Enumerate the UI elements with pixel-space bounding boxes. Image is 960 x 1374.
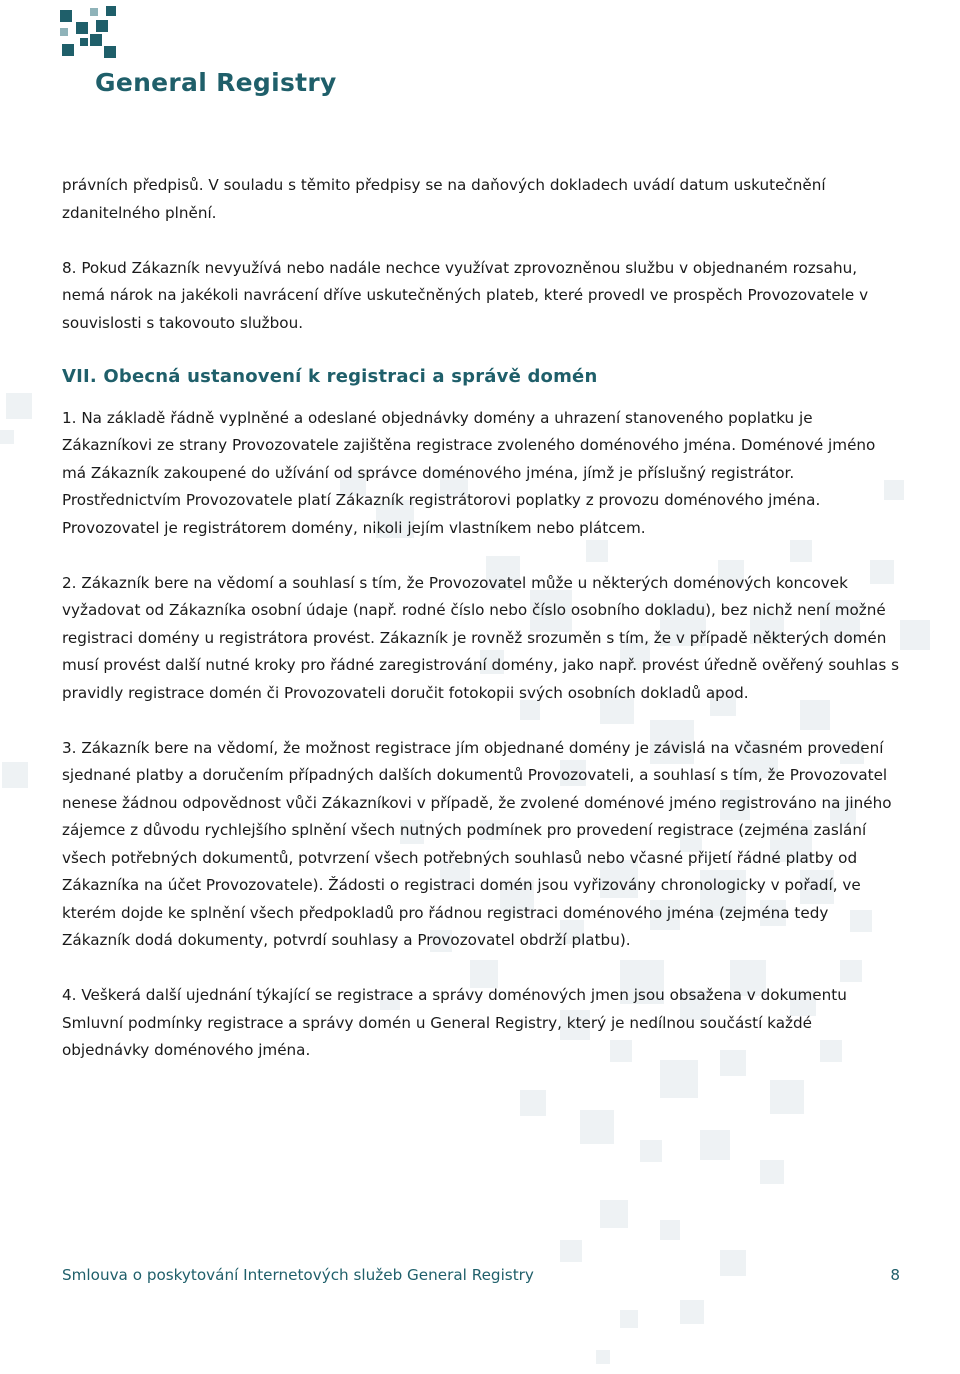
page-footer <box>62 1266 900 1284</box>
gr-logo-mark-icon <box>60 4 124 60</box>
section-heading: VII. Obecná ustanovení k registraci a správě domén <box>62 366 598 387</box>
general-registry-logo <box>60 4 360 104</box>
paragraph-section-4: 4. Veškerá další ujednání týkající se registrace a správy doménových jmen jsou obsažena v dokumentu Smluvní podmínky registrace a správy domén u General Registry, který je nedílnou součástí každé objednávky doménového jména. <box>62 986 847 1059</box>
paragraph-section-1: 1. Na základě řádně vyplněné a odeslané objednávky domény a uhrazení stanoveného poplatku je Zákazníkovi ze strany Provozovatele zajištěna registrace zvoleného doménového jména. Doménové jméno má Zákazník zakoupené do užívání od správce doménového jména, jímž je příslušný registrátor. Prostřednictvím Provozovatele platí Zákazník registrátorovi poplatky z provozu doménového jména. Provozovatel je registrátorem domény, nikoli jejím vlastníkem nebo plátcem. <box>62 408 876 537</box>
page-number: 8 <box>890 1266 900 1284</box>
logo-wordmark: General Registry <box>95 68 337 97</box>
paragraph-section-2: 2. Zákazník bere na vědomí a souhlasí s tím, že Provozovatel může u některých doménových koncovek vyžadovat od Zákazníka osobní údaje (např. rodné číslo nebo číslo osobního dokladu), bez nichž není možné registraci domény u registrátora provést. Zákazník je rovněž srozuměn s tím, že v případě některých domén musí provést další nutné kroky pro řádné zaregistrování domény, jako např. provést úředně ověřený souhlas s pravidly registrace domén či Provozovateli doručit fotokopii svých osobních dokladů apod. <box>62 573 899 702</box>
continuation-paragraph: právních předpisů. V souladu s těmito předpisy se na daňových dokladech uvádí datum uskutečnění zdanitelného plnění. <box>62 176 826 222</box>
document-body <box>62 172 900 1065</box>
paragraph-item-8: 8. Pokud Zákazník nevyužívá nebo nadále nechce využívat zprovozněnou službu v objednaném rozsahu, nemá nárok na jakékoli navrácení dříve uskutečněných plateb, které provedl ve prospěch Provozovatele v souvislosti s takovouto službou. <box>62 258 869 332</box>
footer-title: Smlouva o poskytování Internetových služeb General Registry <box>62 1266 534 1284</box>
paragraph-section-3: 3. Zákazník bere na vědomí, že možnost registrace jím objednané domény je závislá na včasném provedení sjednané platby a doručením případných dalších dokumentů Provozovateli, a souhlasí s tím, že Provozovatel nenese žádnou odpovědnost vůči Zákazníkovi v případě, že zvolené doménové jméno registrováno na jiného zájemce z důvodu rychlejšího splnění všech nutných podmínek pro provedení registrace (zejména zaslání všech potřebných dokumentů, potvrzení všech potřebných souhlasů nebo včasné přijetí řádné platby od Zákazníka na účet Provozovatele). Žádosti o registraci domén jsou vyřizovány chronologicky v pořadí, ve kterém dojde ke splnění všech předpokladů pro řádnou registraci doménového jména (zejména tedy Zákazník dodá dokumenty, potvrdí souhlasy a Provozovatel obdrží platbu). <box>62 738 892 949</box>
